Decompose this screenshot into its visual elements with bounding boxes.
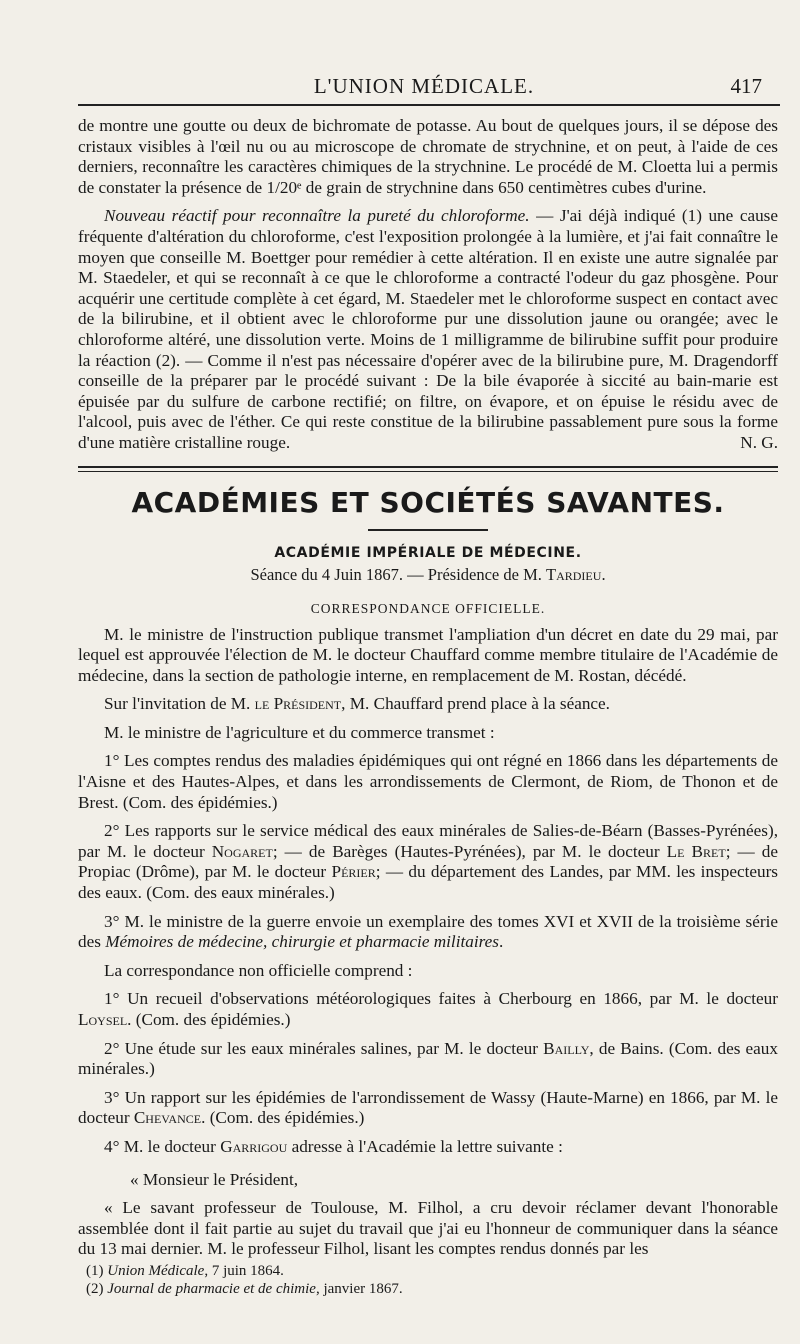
text: ; — de Propiac (Drôme), par M. le docteur (78, 841, 779, 882)
name-bailly: Bailly (543, 1038, 590, 1058)
footnote-date: , 7 juin 1864. (204, 1263, 284, 1279)
page-number: 417 (730, 74, 762, 98)
correspondance-heading: CORRESPONDANCE OFFICIELLE. (310, 600, 546, 616)
text: . (Com. des épidémies.) (201, 1108, 365, 1128)
letter-salutation: « Monsieur le Président, (130, 1169, 299, 1189)
paragraph-strychnine: de montre une goutte ou deux de bichromate de potasse. Au bout de quelques jours, il se dépose des cristaux visibles à l'œil nu ou au microscope de chromate de strychnine, et on peut, à l'aide de ces derniers, reconnaître les caractères chimiques de la strychnine. Le procédé de M. Cloetta lui a permis de constater la présence de 1/20ᵉ de grain de strychnine dans 650 centimètres cubes d'urine. (78, 116, 778, 197)
footnote-number: (2) (86, 1281, 108, 1297)
text: , M. Chauffard prend place à la séance. (341, 694, 610, 714)
name-perier: Périer (331, 862, 376, 882)
seance-end: . (601, 564, 606, 584)
academy-heading: ACADÉMIE IMPÉRIALE DE MÉDECINE. (274, 544, 582, 561)
header-rule (78, 104, 780, 106)
paragraph-title: Nouveau réactif pour reconnaître la pureté du chloroforme. (104, 206, 530, 226)
text: ; — du département des Landes, par MM. les inspecteurs des eaux. (Com. des eaux minérales.) (78, 862, 778, 903)
section-title: ACADÉMIES ET SOCIÉTÉS SAVANTES. (131, 485, 725, 519)
text: adresse à l'Académie la lettre suivante : (287, 1136, 563, 1156)
paragraph-cherbourg (78, 989, 778, 1030)
section-divider (78, 466, 778, 472)
name-loysel: Loysel (78, 1010, 128, 1029)
paragraph-non-officielle: La correspondance non officielle comprend : (104, 960, 413, 980)
name-chevance: Chevance (133, 1108, 202, 1128)
footnotes (86, 1262, 770, 1298)
name-le-bret: Le Bret (666, 841, 726, 861)
paragraph-wassy (78, 1088, 778, 1129)
seance-line (78, 565, 778, 585)
text: 3° M. le ministre de la guerre envoie un exemplaire des tomes XVI et XVII de la troisième série des (78, 911, 778, 952)
signature: N. G. (740, 432, 778, 452)
text: ; — de Barèges (Hautes-Pyrénées), par M. le docteur (272, 841, 667, 861)
paragraph-item-2 (78, 821, 778, 903)
footnote-source: Journal de pharmacie et de chimie (107, 1281, 316, 1297)
seance-text: Séance du 4 Juin 1867. — Présidence de M. (250, 564, 547, 584)
text: 3° Un rapport sur les épidémies de l'arrondissement de Wassy (Haute-Marne) en 1866, par M. le docteur (78, 1087, 778, 1128)
paragraph-item-1: 1° Les comptes rendus des maladies épidémiques qui ont régné en 1866 dans les départements de l'Aisne et des Hautes-Alpes, et dans les arrondissements de Clermont, de Riom, de Thonon et de Brest. (Com. des épidémies.) (78, 751, 778, 812)
text: 4° M. le docteur (104, 1136, 221, 1156)
footnote-number: (1) (86, 1263, 108, 1279)
footnote-1 (86, 1262, 770, 1280)
footnote-source: Union Médicale (107, 1263, 205, 1279)
footnote-date: , janvier 1867. (315, 1281, 403, 1297)
running-header (78, 70, 770, 100)
paragraph-text: — J'ai déjà indiqué (1) une cause fréquente d'altération du chloroforme, c'est l'exposition prolongée à la lumière, et j'ai fait connaître le moyen que conseille M. Boettger pour remédier à cette altération. Il en existe une autre signalée par M. Staedeler, et qui se reconnaît à ce que le chloroforme a contracté l'odeur du gaz phosgène. Pour acquérir une certitude complète à cet égard, M. Staedeler met le chloroforme suspect en contact avec de la bilirubine, et il obtient avec le chloroforme pur une dissolution jaune ou orangée; avec le chloroforme altéré, une dissolution verte. Moins de 1 milligramme de bilirubine suffit pour produire la réaction (2). — Comme il n'est pas nécessaire d'opérer avec de la bilirubine pure, M. Dragendorff conseille de la préparer par le procédé suivant : De la bile évaporée à siccité au bain-marie est épuisée par du sulfure de carbone rectifié; on filtre, on évapore, et on épuise le résidu avec de l'alcool, puis avec de l'éther. Ce qui reste constitue de la bilirubine passablement pure sous la forme d'une matière cristalline rouge. (78, 206, 778, 452)
name-nogaret: Nogaret (211, 841, 273, 861)
text-italic: Mémoires de médecine, chirurgie et pharmacie militaires (105, 932, 499, 952)
paragraph-chloroforme (78, 206, 778, 453)
text: . (499, 932, 504, 952)
name-garrigou: Garrigou (220, 1136, 288, 1156)
text: 1° Un recueil d'observations météorologiques faites à Cherbourg en 1866, par M. le docteur (104, 989, 778, 1009)
title-underline (368, 529, 488, 531)
footnote-2 (86, 1280, 770, 1298)
paragraph-ministre-agriculture: M. le ministre de l'agriculture et du commerce transmet : (104, 722, 495, 742)
paragraph-letter: « Le savant professeur de Toulouse, M. Filhol, a cru devoir réclamer devant l'honorable assemblée dont il fait partie au sujet du travail que j'ai eu l'honneur de communiquer dans la séance du 13 mai dernier. M. le professeur Filhol, lisant les comptes rendus donnés par les (78, 1198, 778, 1259)
text: 2° Les rapports sur le service médical des eaux minérales de Salies-de-Béarn (Basses-Pyrénées), par M. le docteur (78, 821, 778, 861)
text-smallcaps: le Président (254, 694, 342, 714)
text: , de Bains. (Com. des eaux minérales.) (78, 1038, 778, 1079)
text: . (Com. des épidémies.) (127, 1010, 291, 1029)
paragraph-invitation (78, 694, 778, 715)
paragraph-item-3 (78, 912, 778, 953)
president-name: Tardieu (546, 564, 602, 584)
journal-title: L'UNION MÉDICALE. (313, 74, 535, 98)
text: 2° Une étude sur les eaux minérales salines, par M. le docteur (104, 1038, 544, 1058)
page-body (78, 116, 778, 1260)
paragraph-election: M. le ministre de l'instruction publique transmet l'ampliation d'un décret en date du 29 mai, par lequel est approuvée l'élection de M. le docteur Chauffard comme membre titulaire de l'Académie de médecine, dans la section de pathologie interne, en remplacement de M. Rostan, décédé. (78, 624, 778, 685)
text: Sur l'invitation de M. (104, 694, 255, 714)
paragraph-bailly (78, 1039, 778, 1080)
paragraph-garrigou (78, 1137, 778, 1158)
